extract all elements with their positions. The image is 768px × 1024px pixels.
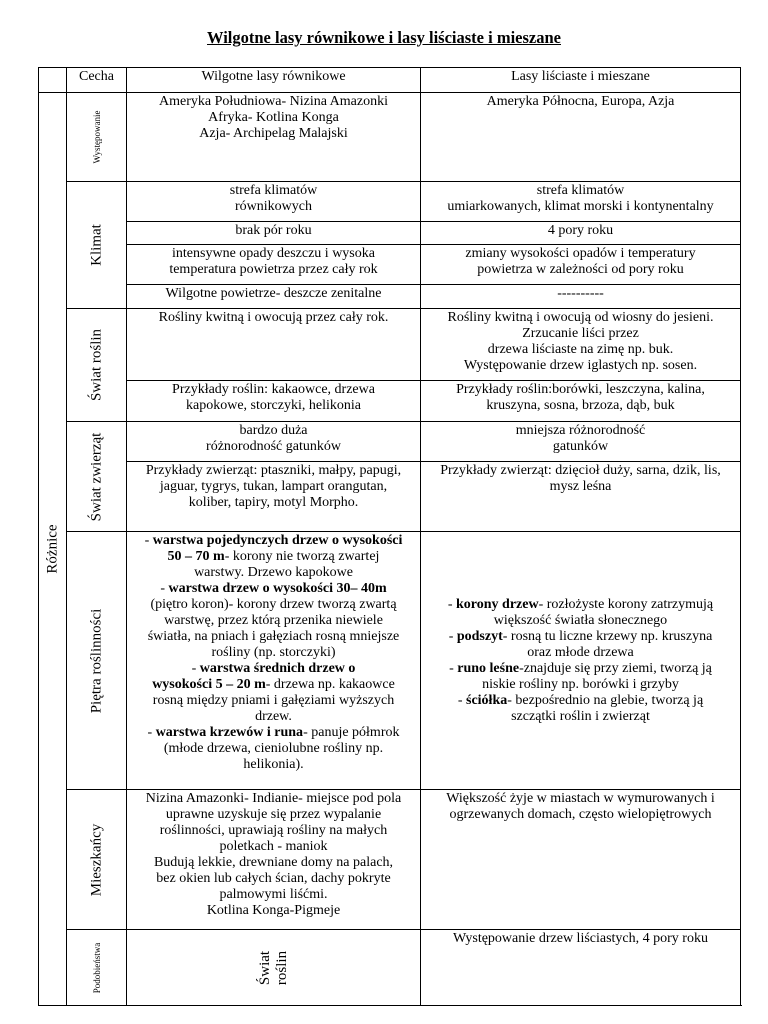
text-line: Świat	[256, 950, 273, 985]
text-line: strefa klimatów	[536, 183, 625, 198]
text-line	[130, 677, 417, 693]
cat-pietra-label: Piętra roślinności	[88, 608, 104, 713]
text-line: Występowanie drzew iglastych np. sosen.	[463, 358, 698, 373]
text-line: Przykłady roślin:borówki, leszczyna, kalina,	[456, 382, 705, 397]
group-roznice-label: Różnice	[44, 524, 60, 574]
text-line	[424, 661, 737, 677]
text-line	[424, 629, 737, 645]
text-line: kapokowe, storczyki, helikonia	[186, 398, 361, 413]
text-line: światła, na pniach i gałęziach rosną mniejsze	[147, 629, 400, 644]
text-line: gatunków	[552, 439, 609, 454]
text-line: niskie rośliny np. borówki i grzyby	[482, 676, 679, 692]
text-line: bardzo duża	[239, 423, 308, 438]
row-klimat-4	[39, 285, 741, 309]
klimat-2-col2: 4 pory roku	[421, 222, 741, 245]
cat-swiat-roslin	[67, 309, 127, 422]
wystepowanie-col1	[127, 93, 421, 182]
text-line	[130, 725, 417, 741]
row-wystepowanie	[39, 93, 741, 182]
text-frag: - rosną tu liczne krzewy np. kruszyna	[502, 628, 713, 644]
text-line: rosną między pniami i gałęziami wyższych	[152, 693, 395, 708]
row-mieszkancy	[39, 790, 741, 930]
text-line: Przykłady zwierząt: ptaszniki, małpy, papugi,	[145, 463, 402, 478]
text-line: temperatura powietrza przez cały rok	[169, 262, 378, 277]
text-line: Przykłady zwierząt: dzięcioł duży, sarna, dzik, lis,	[440, 463, 721, 478]
cat-mieszkancy	[67, 790, 127, 930]
text-line: rośliny (np. storczyki)	[211, 645, 336, 660]
zwierzeta-2-col2	[421, 462, 741, 532]
text-line: (młode drzewa, cieniolubne rośliny np.	[163, 741, 384, 756]
text-line: roślin	[273, 950, 290, 985]
klimat-1-col2	[421, 182, 741, 222]
bold-term: warstwa drzew o wysokości 30– 40m	[168, 581, 387, 596]
text-line: większość światła słonecznego	[493, 612, 668, 628]
row-podobienstwa	[39, 930, 741, 1006]
text-line	[130, 549, 417, 565]
header-col1: Wilgotne lasy równikowe	[127, 68, 421, 93]
text-line: ogrzewanych domach, często wielopiętrowych	[449, 807, 712, 822]
cat-podob-label	[257, 950, 291, 984]
text-line: strefa klimatów	[229, 183, 318, 198]
bold-term: ściółka	[466, 692, 508, 708]
rosliny-1-col2	[421, 309, 741, 381]
text-line: roślinności, uprawiają rośliny na małych	[159, 823, 388, 838]
klimat-4-col1: Wilgotne powietrze- deszcze zenitalne	[127, 285, 421, 309]
row-klimat-2	[39, 222, 741, 245]
text-line: zmiany wysokości opadów i temperatury	[465, 246, 696, 261]
cat-mieszkancy-label: Mieszkańcy	[88, 823, 104, 896]
text-line: mysz leśna	[549, 479, 612, 494]
text-line	[130, 661, 417, 677]
pietra-col2	[421, 532, 741, 790]
text-line: umiarkowanych, klimat morski i kontynentalny	[447, 199, 714, 214]
text-line: równikowych	[235, 199, 312, 214]
bold-term: podszyt	[456, 628, 503, 644]
row-klimat-3	[39, 245, 741, 285]
group-podobienstwa-label: Podobieństwa	[91, 942, 102, 993]
text-frag: - panuje półmrok	[303, 725, 400, 740]
group-roznice	[39, 93, 67, 1006]
text-line: helikonia).	[243, 757, 304, 772]
rosliny-2-col1	[127, 381, 421, 422]
rosliny-1-col1: Rośliny kwitną i owocują przez cały rok.	[127, 309, 421, 381]
podobienstwa-text: Występowanie drzew liściastych, 4 pory roku	[421, 930, 741, 1006]
mieszkancy-col1	[127, 790, 421, 930]
row-zwierzeta-2	[39, 462, 741, 532]
text-line: warstwę, przez którą przenika niewiele	[164, 613, 383, 628]
cat-wystepowanie	[67, 93, 127, 182]
text-frag: -	[457, 692, 466, 708]
text-line	[424, 693, 737, 709]
text-frag: - bezpośrednio na glebie, tworzą ją	[507, 692, 704, 708]
row-rosliny-2	[39, 381, 741, 422]
text-line: bez okien lub całych ścian, dachy pokryte	[156, 871, 391, 886]
text-line: różnorodność gatunków	[206, 439, 341, 454]
bold-term: wysokości 5 – 20 m	[152, 677, 266, 692]
row-zwierzeta-1	[39, 422, 741, 462]
bold-term: korony drzew	[456, 596, 539, 612]
text-frag: -	[447, 596, 457, 612]
text-frag: -	[191, 661, 200, 676]
bold-term: warstwa średnich drzew o	[199, 661, 356, 676]
text-line	[130, 581, 417, 597]
cat-klimat	[67, 182, 127, 309]
text-line: Azja- Archipelag Malajski	[199, 126, 348, 141]
page-title: Wilgotne lasy równikowe i lasy liściaste i mieszane	[207, 28, 561, 47]
text-line: drzewa liściaste na zimę np. buk.	[487, 342, 674, 357]
text-line	[130, 533, 417, 549]
text-line: warstwy. Drzewo kapokowe	[194, 565, 353, 580]
text-frag: -	[144, 533, 153, 548]
text-line: Budują lekkie, drewniane domy na palach,	[153, 855, 394, 870]
text-line: poletkach - maniok	[219, 839, 328, 854]
cat-wystepowanie-label: Występowanie	[91, 110, 102, 164]
comparison-table	[38, 67, 741, 1006]
text-line: (piętro koron)- korony drzew tworzą zwartą	[150, 597, 397, 612]
text-frag: - korony nie tworzą zwartej	[224, 549, 380, 564]
text-frag: - drzewa np. kakaowce	[265, 677, 395, 692]
klimat-3-col1	[127, 245, 421, 285]
text-line: oraz młode drzewa	[527, 644, 634, 660]
header-row	[39, 68, 741, 93]
text-line: palmowymi liśćmi.	[219, 887, 328, 902]
klimat-2-col1: brak pór roku	[127, 222, 421, 245]
zwierzeta-1-col1	[127, 422, 421, 462]
text-line: Kotlina Konga-Pigmeje	[206, 903, 341, 918]
zwierzeta-2-col1	[127, 462, 421, 532]
row-klimat-1	[39, 182, 741, 222]
cat-swiat-roslin-label: Świat roślin	[88, 328, 104, 402]
text-line: mniejsza różnorodność	[515, 423, 646, 438]
corner-cell	[39, 68, 67, 93]
text-frag: -	[160, 581, 169, 596]
mieszkancy-col2	[421, 790, 741, 930]
bold-term: runo leśne	[457, 660, 520, 676]
text-frag: - rozłożyste korony zatrzymują	[538, 596, 714, 612]
text-line: Rośliny kwitną i owocują od wiosny do jesieni.	[447, 310, 714, 325]
bold-term: 50 – 70 m	[167, 549, 225, 564]
text-frag: -znajduje się przy ziemi, tworzą ją	[519, 660, 712, 676]
row-pietra	[39, 532, 741, 790]
wystepowanie-col2: Ameryka Północna, Europa, Azja	[421, 93, 741, 182]
text-line: Zrzucanie liści przez	[522, 326, 639, 341]
row-rosliny-1	[39, 309, 741, 381]
text-line: drzew.	[255, 709, 292, 724]
text-line: intensywne opady deszczu i wysoka	[172, 246, 375, 261]
bold-term: warstwa pojedynczych drzew o wysokości	[152, 533, 403, 548]
text-line: powietrza w zależności od pory roku	[477, 262, 684, 277]
cat-podob-swiat-roslin	[127, 930, 421, 1006]
zwierzeta-1-col2	[421, 422, 741, 462]
text-line: koliber, tapiry, motyl Morpho.	[188, 495, 359, 510]
pietra-col1	[127, 532, 421, 790]
text-line: uprawne uzyskuje się przez wypalanie	[165, 807, 382, 822]
header-col2: Lasy liściaste i mieszane	[421, 68, 741, 93]
text-frag: -	[448, 628, 457, 644]
cat-swiat-zwierzat-label: Świat zwierząt	[88, 432, 104, 521]
text-line: jaguar, tygrys, tukan, lampart orangutan,	[159, 479, 388, 494]
text-line: Nizina Amazonki- Indianie- miejsce pod pola	[145, 791, 402, 806]
text-line: Afryka- Kotlina Konga	[208, 110, 339, 125]
text-line: szczątki roślin i zwierząt	[511, 708, 650, 724]
group-podobienstwa	[67, 930, 127, 1006]
text-line	[424, 597, 737, 613]
text-line: Ameryka Południowa- Nizina Amazonki	[158, 94, 388, 109]
cat-pietra	[67, 532, 127, 790]
text-line: Przykłady roślin: kakaowce, drzewa	[172, 382, 375, 397]
rosliny-2-col2	[421, 381, 741, 422]
text-frag: -	[147, 725, 156, 740]
klimat-3-col2	[421, 245, 741, 285]
text-frag: -	[449, 660, 458, 676]
klimat-4-col2: ----------	[421, 285, 741, 309]
header-cecha: Cecha	[67, 68, 127, 93]
bold-term: warstwa krzewów i runa	[155, 725, 304, 740]
text-line: Większość żyje w miastach w wymurowanych i	[446, 791, 715, 806]
cat-swiat-zwierzat	[67, 422, 127, 532]
cat-klimat-label: Klimat	[88, 224, 104, 266]
text-line: kruszyna, sosna, brzoza, dąb, buk	[486, 398, 675, 413]
klimat-1-col1	[127, 182, 421, 222]
